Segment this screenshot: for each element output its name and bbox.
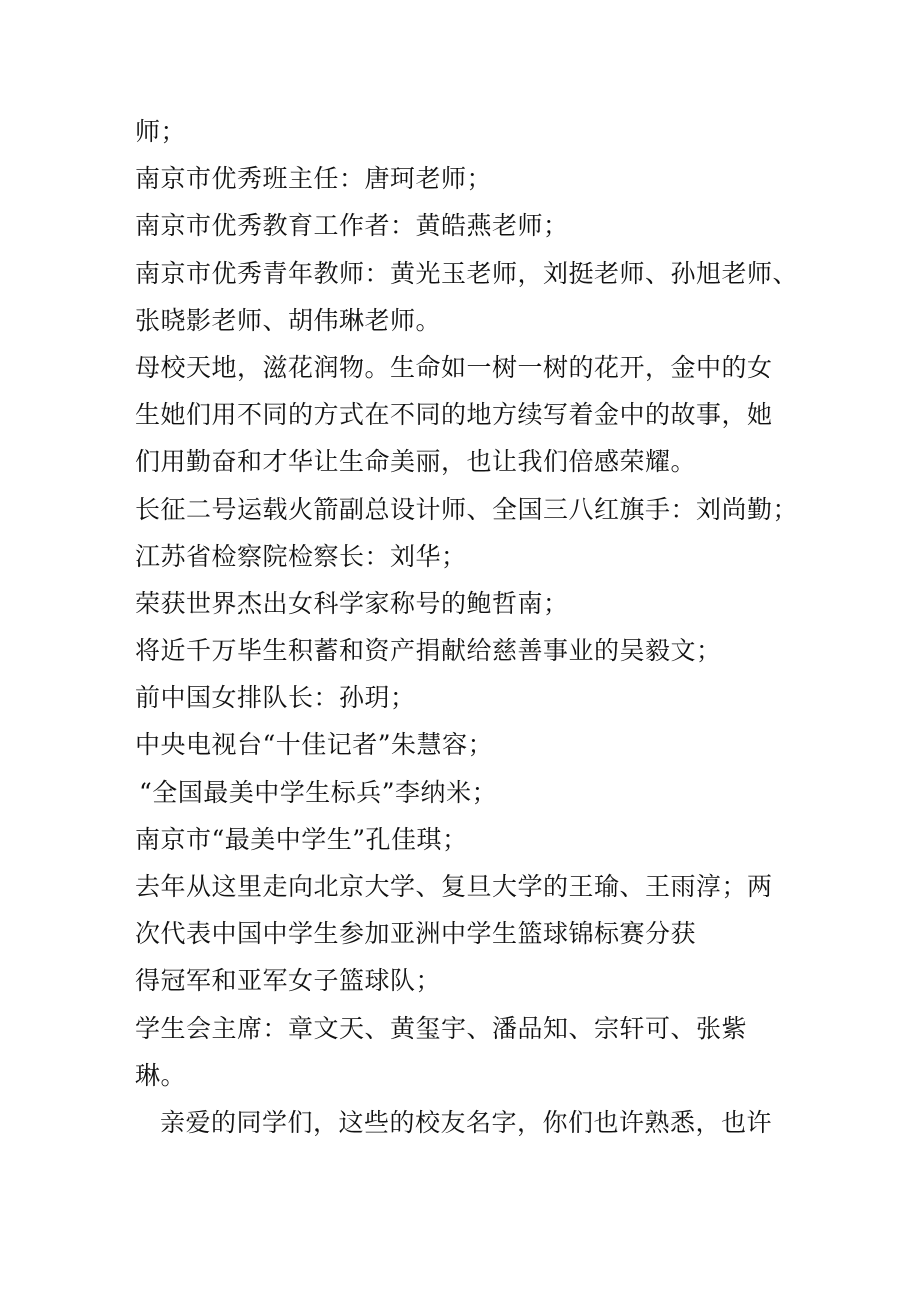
text-line: 得冠军和亚军女子篮球队； xyxy=(135,966,442,996)
text-line: 长征二号运载火箭副总设计师、全国三八红旗手：刘尚勤； xyxy=(135,494,799,524)
text-line: 前中国女排队长：孙玥； xyxy=(135,683,416,713)
text-line: 荣获世界杰出女科学家称号的鲍哲南； xyxy=(135,588,569,618)
text-line: 亲爱的同学们，这些的校友名字，你们也许熟悉，也许 xyxy=(160,1107,773,1137)
text-line: 张晓影老师、胡伟琳老师。 xyxy=(135,305,442,335)
text-line: 中央电视台“十佳记者”朱慧容； xyxy=(135,730,494,760)
text-line: 母校天地，滋花润物。生命如一树一树的花开，金中的女 xyxy=(135,352,773,382)
text-line: 将近千万毕生积蓄和资产捐献给慈善事业的吴毅文； xyxy=(135,636,722,666)
text-line: 次代表中国中学生参加亚洲中学生篮球锦标赛分获 xyxy=(135,919,697,949)
text-line: 师； xyxy=(135,117,187,146)
text-line: 去年从这里走向北京大学、复旦大学的王瑜、王雨淳；两 xyxy=(135,872,773,901)
document-body xyxy=(135,108,815,1146)
text-line: 江苏省检察院检察长：刘华； xyxy=(135,541,467,571)
text-line: 南京市优秀教育工作者：黄皓燕老师； xyxy=(135,211,569,241)
text-line: “全国最美中学生标兵”李纳米； xyxy=(139,777,498,807)
text-line: 南京市优秀青年教师：黄光玉老师，刘挺老师、孙旭老师、 xyxy=(135,258,799,288)
text-line: 们用勤奋和才华让生命美丽，也让我们倍感荣耀。 xyxy=(135,447,697,477)
text-line: 学生会主席：章文天、黄玺宇、潘品知、宗轩可、张紫 xyxy=(135,1013,748,1043)
text-line: 琳。 xyxy=(135,1060,187,1090)
text-line: 南京市“最美中学生”孔佳琪； xyxy=(135,824,468,854)
text-line: 南京市优秀班主任：唐珂老师； xyxy=(135,164,493,194)
text-line: 生她们用不同的方式在不同的地方续写着金中的故事，她 xyxy=(135,400,773,430)
